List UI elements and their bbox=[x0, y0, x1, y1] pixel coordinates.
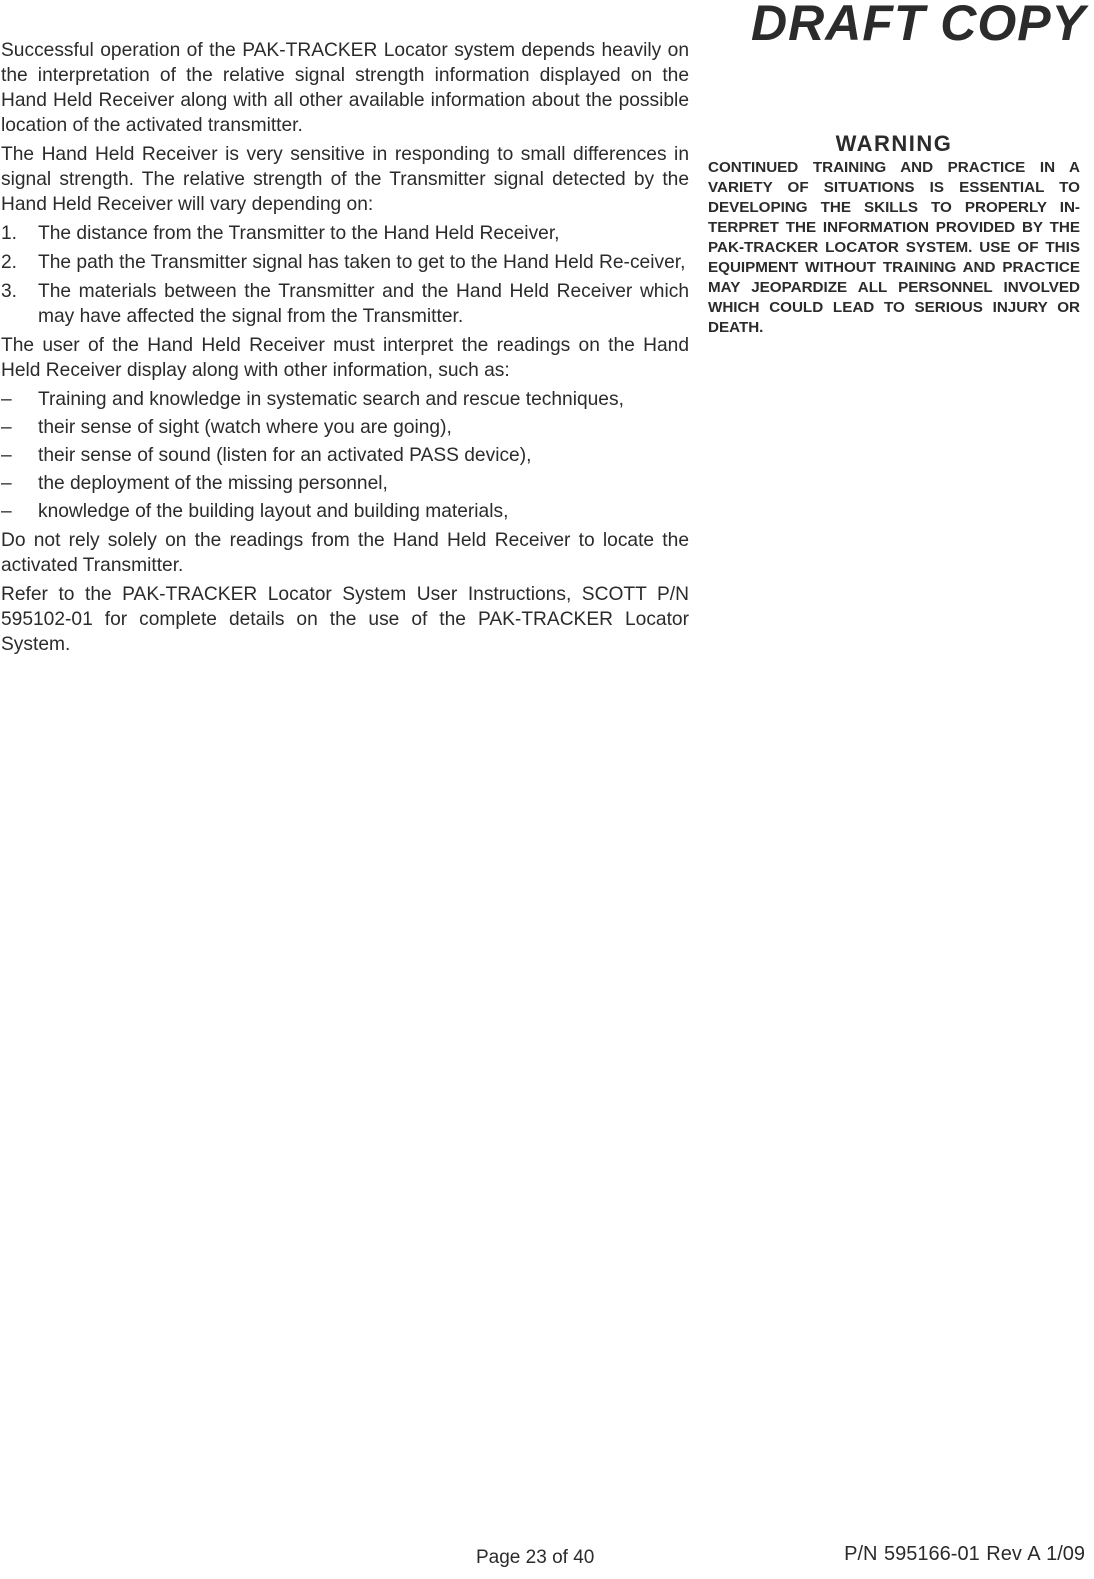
intro-paragraph: Successful operation of the PAK-TRACKER Locator system depends heavily on the interpretation of the relative signal strength information displayed on the Hand Held Receiver along with all other available information about the possible location of the activated transmitter. bbox=[1, 40, 689, 136]
list-item bbox=[1, 250, 689, 275]
list-marker: – bbox=[1, 389, 12, 410]
list-item-text: their sense of sound (listen for an activated PASS device), bbox=[38, 445, 532, 466]
list-marker: – bbox=[1, 417, 12, 438]
list-item-text: The path the Transmitter signal has taken to get to the Hand Held Re-ceiver, bbox=[38, 252, 686, 273]
list-item-text: Training and knowledge in systematic search and rescue techniques, bbox=[38, 389, 624, 410]
list-item bbox=[1, 471, 689, 496]
sensitivity-paragraph: The Hand Held Receiver is very sensitive in responding to small differences in signal strength. The relative strength of the Transmitter signal detected by the Hand Held Receiver will vary depending on: bbox=[1, 144, 689, 215]
warning-title: WARNING bbox=[835, 131, 953, 156]
signal-factors-list bbox=[1, 221, 689, 329]
list-item bbox=[1, 279, 689, 329]
page-number: Page 23 of 40 bbox=[476, 1547, 595, 1568]
list-marker: 3. bbox=[1, 281, 18, 302]
draft-copy-watermark: DRAFT COPY bbox=[751, 0, 1086, 51]
warning-box bbox=[708, 131, 1080, 338]
list-item bbox=[1, 387, 689, 412]
list-item bbox=[1, 415, 689, 440]
warning-text: CONTINUED TRAINING AND PRACTICE IN A VARIETY OF SITUATIONS IS ESSENTIAL TO DEVELOPING THE SKILLS TO PROPERLY IN-TERPRET THE INFORMATION PROVIDED BY THE PAK-TRACKER LOCATOR SYSTEM. USE OF THIS EQUIPMENT WITHOUT TRAINING AND PRACTICE MAY JEOPARDIZE ALL PERSONNEL INVOLVED WHICH COULD LEAD TO SERIOUS INJURY OR DEATH. bbox=[708, 159, 1080, 336]
list-item-text: The materials between the Transmitter and the Hand Held Receiver which may have affected the signal from the Transmitter. bbox=[38, 281, 689, 327]
list-item-text: knowledge of the building layout and building materials, bbox=[38, 501, 509, 522]
interpretation-paragraph: The user of the Hand Held Receiver must interpret the readings on the Hand Held Receiver display along with other information, such as: bbox=[1, 335, 689, 381]
reference-paragraph: Refer to the PAK-TRACKER Locator System User Instructions, SCOTT P/N 595102-01 for complete details on the use of the PAK-TRACKER Locator System. bbox=[1, 584, 689, 655]
list-item bbox=[1, 221, 689, 246]
list-item-text: the deployment of the missing personnel, bbox=[38, 473, 388, 494]
main-content bbox=[1, 38, 689, 661]
list-marker: – bbox=[1, 473, 12, 494]
list-marker: 1. bbox=[1, 223, 18, 244]
list-item bbox=[1, 499, 689, 524]
part-number: P/N 595166-01 Rev A 1/09 bbox=[844, 1543, 1085, 1565]
list-item-text: their sense of sight (watch where you are going), bbox=[38, 417, 452, 438]
list-marker: – bbox=[1, 445, 12, 466]
list-marker: – bbox=[1, 501, 12, 522]
other-information-list bbox=[1, 387, 689, 524]
reliance-paragraph: Do not rely solely on the readings from the Hand Held Receiver to locate the activated Transmitter. bbox=[1, 530, 689, 576]
list-item bbox=[1, 443, 689, 468]
list-marker: 2. bbox=[1, 252, 18, 273]
list-item-text: The distance from the Transmitter to the Hand Held Receiver, bbox=[38, 223, 560, 244]
